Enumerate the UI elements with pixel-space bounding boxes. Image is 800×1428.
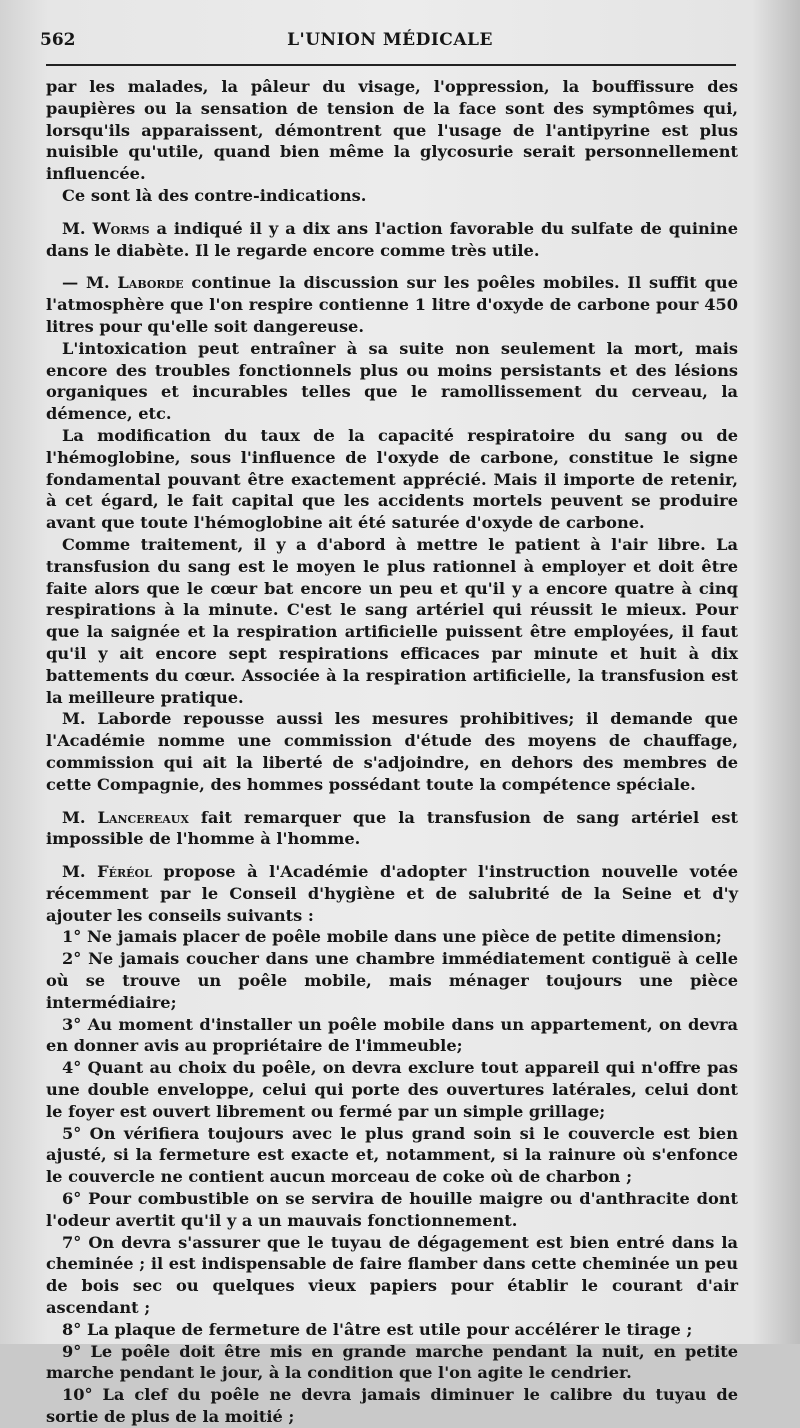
list-item: 9° Le poêle doit être mis en grande marche pendant la nuit, en petite marche pendant le jour, à la condition que l'on agite le cendrier.	[46, 1341, 738, 1383]
list-item: 5° On vérifiera toujours avec le plus grand soin si le couvercle est bien ajusté, si la fermeture est exacte et, notamment, si la rainure où s'enfonce le couvercle ne contient aucun morceau de coke où de charbon ;	[46, 1123, 738, 1187]
list-item: 4° Quant au choix du poêle, on devra exclure tout appareil qui n'offre pas une double enveloppe, celui qui porte des ouvertures latérales, celui dont le foyer est ouvert librement ou fermé par un simple grillage;	[46, 1058, 738, 1121]
list-item: 8° La plaque de fermeture de l'âtre est utile pour accélérer le tirage ;	[62, 1319, 693, 1339]
paragraph: La modification du taux de la capacité respiratoire du sang ou de l'hémoglobine, sous l'influence de l'oxyde de carbone, constitue le signe fondamental pouvant être exactement apprécié. Mais il importe de retenir, à cet égard, le fait capital que les accidents mortels peuvent se produire avant que toute l'hémoglobine ait été saturée d'oxyde de carbone.	[46, 425, 738, 533]
list-item: 3° Au moment d'installer un poêle mobile dans un appartement, on devra en donner avis au propriétaire de l'immeuble;	[46, 1014, 738, 1056]
paragraph: M. Lancereaux fait remarquer que la transfusion de sang artériel est impossible de l'homme à l'homme.	[46, 807, 738, 849]
paragraph: L'intoxication peut entraîner à sa suite non seulement la mort, mais encore des troubles fonctionnels plus ou moins persistants et des lésions organiques et incurables telles que le ramollissement du cerveau, la démence, etc.	[46, 338, 738, 424]
paragraph: Ce sont là des contre-indications.	[62, 185, 367, 205]
speaker-name: M. Lancereaux	[62, 807, 189, 827]
list-item: 7° On devra s'assurer que le tuyau de dégagement est bien entré dans la cheminée ; il est indispensable de faire flamber dans cette cheminée un peu de bois sec ou quelques vieux papiers pour établir le courant d'air ascendant ;	[46, 1232, 738, 1318]
header-rule	[46, 64, 736, 66]
show-through-texture	[744, 150, 748, 166]
paragraph: Comme traitement, il y a d'abord à mettre le patient à l'air libre. La transfusion du sang est le moyen le plus rationnel à employer et doit être faite alors que le cœur bat encore un peu et qu'il y a encore quatre à cinq respirations à la minute. C'est le sang artériel qui réussit le mieux. Pour que la saignée et la respiration artificielle puissent être employées, il faut qu'il y ait encore sept respirations efficaces par minute et huit à dix battements du cœur. Associée à la respiration artificielle, la transfusion est la meilleure pratique.	[46, 534, 738, 707]
list-item: 1° Ne jamais placer de poêle mobile dans une pièce de petite dimension;	[62, 927, 722, 947]
paragraph: M. Féréol propose à l'Académie d'adopter l'instruction nouvelle votée récemment par le Conseil d'hygiène et de salubrité de la Seine et d'y ajouter les conseils suivants :	[46, 862, 738, 925]
article-body	[46, 76, 738, 1428]
page-header	[40, 26, 740, 60]
speaker-name: M. Féréol	[62, 862, 152, 882]
list-item: 10° La clef du poêle ne devra jamais diminuer le calibre du tuyau de sortie de plus de la moitié ;	[46, 1385, 738, 1427]
list-item: 2° Ne jamais coucher dans une chambre immédiatement contiguë à celle où se trouve un poêle mobile, mais ménager toujours une pièce intermédiaire;	[46, 949, 738, 1012]
paragraph: M. Worms a indiqué il y a dix ans l'action favorable du sulfate de quinine dans le diabète. Il le regarde encore comme très utile.	[46, 218, 738, 260]
list-item: 6° Pour combustible on se servira de houille maigre ou d'anthracite dont l'odeur avertit qu'il y a un mauvais fonctionnement.	[46, 1189, 738, 1230]
paragraph: M. Laborde repousse aussi les mesures prohibitives; il demande que l'Académie nomme une commission d'étude des moyens de chauffage, commission qui ait la liberté de s'adjoindre, en dehors des membres de cette Compagnie, des hommes possédant toute la compétence spéciale.	[46, 709, 738, 794]
speaker-name: Laborde	[117, 273, 184, 293]
page-number: 562	[40, 30, 76, 50]
paragraph: — M. Laborde continue la discussion sur les poêles mobiles. Il suffit que l'atmosphère que l'on respire contienne 1 litre d'oxyde de carbone pour 450 litres pour qu'elle soit dangereuse.	[46, 273, 738, 336]
paragraph: par les malades, la pâleur du visage, l'oppression, la bouffissure des paupières ou la sensation de tension de la face sont des symptômes qui, lorsqu'ils apparaissent, démontrent que l'usage de l'antipyrine est plus nuisible qu'utile, quand bien même la glycosurie serait personnellement influencée.	[46, 77, 738, 184]
running-title: L'UNION MÉDICALE	[287, 30, 493, 50]
speaker-name: M. Worms	[62, 218, 150, 238]
